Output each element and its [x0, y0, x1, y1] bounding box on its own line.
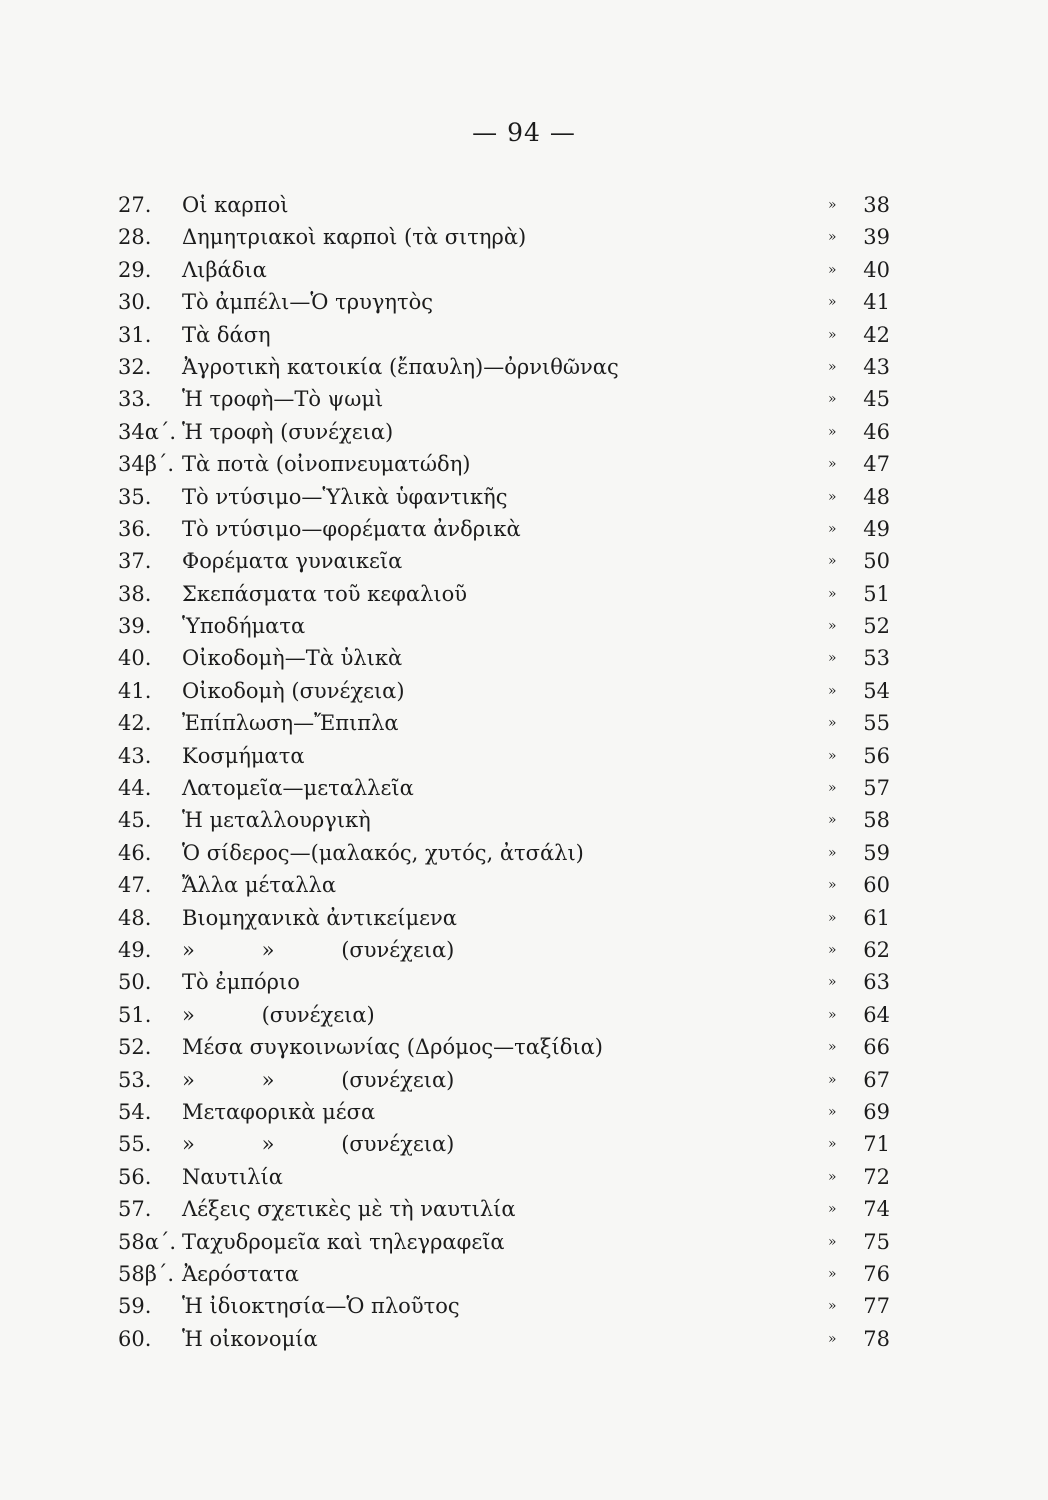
toc-entry [118, 513, 898, 545]
entry-page-number: 66 [863, 1035, 890, 1060]
entry-title: Οἰκοδομὴ (συνέχεια) [182, 678, 405, 703]
toc-entry [118, 351, 898, 383]
entry-number: 38. [118, 581, 152, 606]
entry-title: Κοσμήματα [182, 743, 305, 768]
page-number: — 94 — [472, 118, 576, 147]
entry-number: 33. [118, 387, 152, 412]
ditto-marker: » [828, 1071, 837, 1088]
entry-title: Λατομεῖα—μεταλλεῖα [182, 776, 414, 801]
entry-number: 37. [118, 549, 152, 574]
entry-number: 57. [118, 1197, 152, 1222]
entry-page-number: 57 [863, 776, 890, 801]
entry-page-number: 48 [863, 484, 890, 509]
entry-title: Ὑποδήματα [182, 614, 306, 639]
toc-entry [118, 869, 898, 901]
toc-entry [118, 578, 898, 610]
entry-title: Σκεπάσματα τοῦ κεφαλιοῦ [182, 581, 468, 606]
entry-title: Μέσα συγκοινωνίας (Δρόμος—ταξίδια) [182, 1035, 603, 1060]
entry-number: 53. [118, 1067, 152, 1092]
toc-entry [118, 740, 898, 772]
entry-title: Λιβάδια [182, 257, 267, 282]
toc-entry [118, 221, 898, 253]
entry-page-number: 46 [863, 419, 890, 444]
entry-page-number: 53 [863, 646, 890, 671]
entry-title: Τὸ ἀμπέλι—Ὁ τρυγητὸς [182, 290, 433, 315]
entry-page-number: 54 [863, 678, 890, 703]
entry-page-number: 39 [863, 225, 890, 250]
toc-entry [118, 675, 898, 707]
entry-title: » » (συνέχεια) [182, 937, 455, 962]
entry-number: 44. [118, 776, 152, 801]
toc-entry [118, 481, 898, 513]
ditto-marker: » [828, 553, 837, 570]
entry-number: 42. [118, 711, 152, 736]
toc-entry [118, 545, 898, 577]
ditto-marker: » [828, 294, 837, 311]
entry-title: Ἀερόστατα [182, 1261, 299, 1286]
toc-entry [118, 966, 898, 998]
ditto-marker: » [828, 197, 837, 213]
entry-number: 47. [118, 873, 152, 898]
toc-entry [118, 1193, 898, 1225]
entry-number: 32. [118, 354, 152, 379]
ditto-marker: » [828, 844, 837, 861]
entry-title: Οἱ καρποὶ [182, 193, 289, 217]
ditto-marker: » [828, 909, 837, 926]
entry-title: Ταχυδρομεῖα καὶ τηλεγραφεῖα [182, 1229, 505, 1254]
toc-entry [118, 286, 898, 318]
entry-page-number: 45 [863, 387, 890, 412]
entry-number: 56. [118, 1164, 152, 1189]
ditto-marker: » [828, 1136, 837, 1153]
ditto-marker: » [828, 877, 837, 894]
entry-page-number: 58 [863, 808, 890, 833]
ditto-marker: » [828, 812, 837, 829]
entry-number: 36. [118, 516, 152, 541]
entry-number: 54. [118, 1099, 152, 1124]
toc-entry [118, 707, 898, 739]
toc-entry [118, 610, 898, 642]
toc-entry [118, 1323, 898, 1355]
toc-entry [118, 1128, 898, 1160]
entry-title: Φορέματα γυναικεῖα [182, 549, 403, 574]
entry-number: 48. [118, 905, 152, 930]
toc-entry [118, 1096, 898, 1128]
ditto-marker: » [828, 1298, 837, 1315]
ditto-marker: » [828, 520, 837, 537]
toc-entry [118, 642, 898, 674]
ditto-marker: » [828, 1265, 837, 1282]
entry-title: Ἄλλα μέταλλα [182, 873, 337, 898]
toc-entry [118, 189, 898, 221]
entry-page-number: 47 [863, 452, 890, 477]
ditto-marker: » [828, 391, 837, 408]
ditto-marker: » [828, 326, 837, 343]
entry-page-number: 50 [863, 549, 890, 574]
entry-title: Ὁ σίδερος—(μαλακός, χυτός, ἀτσάλι) [182, 840, 584, 865]
entry-page-number: 51 [863, 581, 890, 606]
entry-number: 50. [118, 970, 152, 995]
ditto-marker: » [828, 488, 837, 505]
toc-entry [118, 902, 898, 934]
entry-number: 29. [118, 257, 152, 282]
entry-title: » (συνέχεια) [182, 1002, 375, 1027]
entry-page-number: 62 [863, 937, 890, 962]
entry-number: 46. [118, 840, 152, 865]
entry-page-number: 43 [863, 354, 890, 379]
entry-page-number: 77 [863, 1294, 890, 1319]
entry-number: 27. [118, 193, 152, 217]
entry-number: 49. [118, 937, 152, 962]
ditto-marker: » [828, 941, 837, 958]
entry-title: Βιομηχανικὰ ἀντικείμενα [182, 905, 457, 930]
entry-page-number: 76 [863, 1261, 890, 1286]
ditto-marker: » [828, 974, 837, 991]
entry-page-number: 40 [863, 257, 890, 282]
entry-page-number: 67 [863, 1067, 890, 1092]
toc-entry [118, 416, 898, 448]
entry-title: Τὸ ντύσιμο—φορέματα ἀνδρικὰ [182, 516, 521, 541]
entry-number: 60. [118, 1326, 152, 1351]
ditto-marker: » [828, 747, 837, 764]
toc-entry [118, 1031, 898, 1063]
entry-page-number: 60 [863, 873, 890, 898]
entry-title: Ἡ μεταλλουργικὴ [182, 808, 371, 833]
ditto-marker: » [828, 1039, 837, 1056]
entry-page-number: 52 [863, 614, 890, 639]
toc-entry [118, 383, 898, 415]
toc-entry [118, 254, 898, 286]
ditto-marker: » [828, 682, 837, 699]
toc-entry [118, 1064, 898, 1096]
entry-page-number: 61 [863, 905, 890, 930]
toc-entry [118, 1290, 898, 1322]
entry-number: 51. [118, 1002, 152, 1027]
entry-page-number: 75 [863, 1229, 890, 1254]
entry-title: Ναυτιλία [182, 1164, 283, 1189]
entry-title: Ἡ τροφὴ (συνέχεια) [182, 419, 394, 444]
toc-entry [118, 999, 898, 1031]
entry-number: 43. [118, 743, 152, 768]
entry-title: Μεταφορικὰ μέσα [182, 1099, 376, 1124]
ditto-marker: » [828, 780, 837, 797]
entry-page-number: 38 [863, 193, 890, 217]
toc-entry [118, 772, 898, 804]
entry-page-number: 59 [863, 840, 890, 865]
entry-number: 58β΄. [118, 1261, 175, 1286]
entry-title: » » (συνέχεια) [182, 1132, 455, 1157]
entry-number: 59. [118, 1294, 152, 1319]
toc-entry [118, 804, 898, 836]
entry-number: 55. [118, 1132, 152, 1157]
entry-page-number: 42 [863, 322, 890, 347]
entry-number: 58α΄. [118, 1229, 177, 1254]
entry-page-number: 55 [863, 711, 890, 736]
ditto-marker: » [828, 1233, 837, 1250]
entry-number: 34α΄. [118, 419, 177, 444]
toc-entry [118, 1258, 898, 1290]
entry-title: Λέξεις σχετικὲς μὲ τὴ ναυτιλία [182, 1197, 516, 1222]
entry-title: » » (συνέχεια) [182, 1067, 455, 1092]
entry-page-number: 49 [863, 516, 890, 541]
ditto-marker: » [828, 618, 837, 635]
ditto-marker: » [828, 1330, 837, 1347]
toc-entry [118, 1226, 898, 1258]
entry-page-number: 69 [863, 1099, 890, 1124]
entry-title: Τὰ δάση [182, 322, 271, 347]
toc-entry [118, 837, 898, 869]
entry-title: Ἀγροτικὴ κατοικία (ἔπαυλη)—ὀρνιθῶνας [182, 354, 619, 379]
ditto-marker: » [828, 261, 837, 278]
table-of-contents [118, 189, 898, 1355]
entry-page-number: 64 [863, 1002, 890, 1027]
entry-number: 35. [118, 484, 152, 509]
ditto-marker: » [828, 1201, 837, 1218]
ditto-marker: » [828, 650, 837, 667]
entry-number: 31. [118, 322, 152, 347]
ditto-marker: » [828, 715, 837, 732]
ditto-marker: » [828, 585, 837, 602]
ditto-marker: » [828, 358, 837, 375]
entry-number: 41. [118, 678, 152, 703]
toc-entry [118, 448, 898, 480]
toc-entry [118, 1161, 898, 1193]
entry-title: Οἰκοδομὴ—Τὰ ὑλικὰ [182, 646, 403, 671]
entry-title: Τὰ ποτὰ (οἰνοπνευματώδη) [182, 452, 471, 477]
entry-title: Ἡ τροφὴ—Τὸ ψωμὶ [182, 387, 384, 412]
ditto-marker: » [828, 1006, 837, 1023]
entry-number: 30. [118, 290, 152, 315]
entry-title: Τὸ ντύσιμο—Ὑλικὰ ὑφαντικῆς [182, 484, 508, 509]
ditto-marker: » [828, 456, 837, 473]
entry-page-number: 78 [863, 1326, 890, 1351]
entry-page-number: 41 [863, 290, 890, 315]
entry-title: Τὸ ἐμπόριο [182, 970, 300, 995]
toc-entry [118, 319, 898, 351]
ditto-marker: » [828, 1103, 837, 1120]
entry-page-number: 74 [863, 1197, 890, 1222]
ditto-marker: » [828, 423, 837, 440]
entry-number: 45. [118, 808, 152, 833]
entry-page-number: 56 [863, 743, 890, 768]
entry-number: 40. [118, 646, 152, 671]
entry-title: Δημητριακοὶ καρποὶ (τὰ σιτηρὰ) [182, 225, 527, 250]
entry-page-number: 63 [863, 970, 890, 995]
ditto-marker: » [828, 229, 837, 246]
entry-number: 52. [118, 1035, 152, 1060]
entry-number: 39. [118, 614, 152, 639]
toc-entry [118, 934, 898, 966]
entry-page-number: 71 [863, 1132, 890, 1157]
entry-title: Ἐπίπλωση—Ἔπιπλα [182, 711, 399, 736]
ditto-marker: » [828, 1168, 837, 1185]
entry-page-number: 72 [863, 1164, 890, 1189]
entry-number: 34β΄. [118, 452, 175, 477]
entry-title: Ἡ ἰδιοκτησία—Ὁ πλοῦτος [182, 1294, 460, 1319]
entry-number: 28. [118, 225, 152, 250]
entry-title: Ἡ οἰκονομία [182, 1326, 318, 1351]
